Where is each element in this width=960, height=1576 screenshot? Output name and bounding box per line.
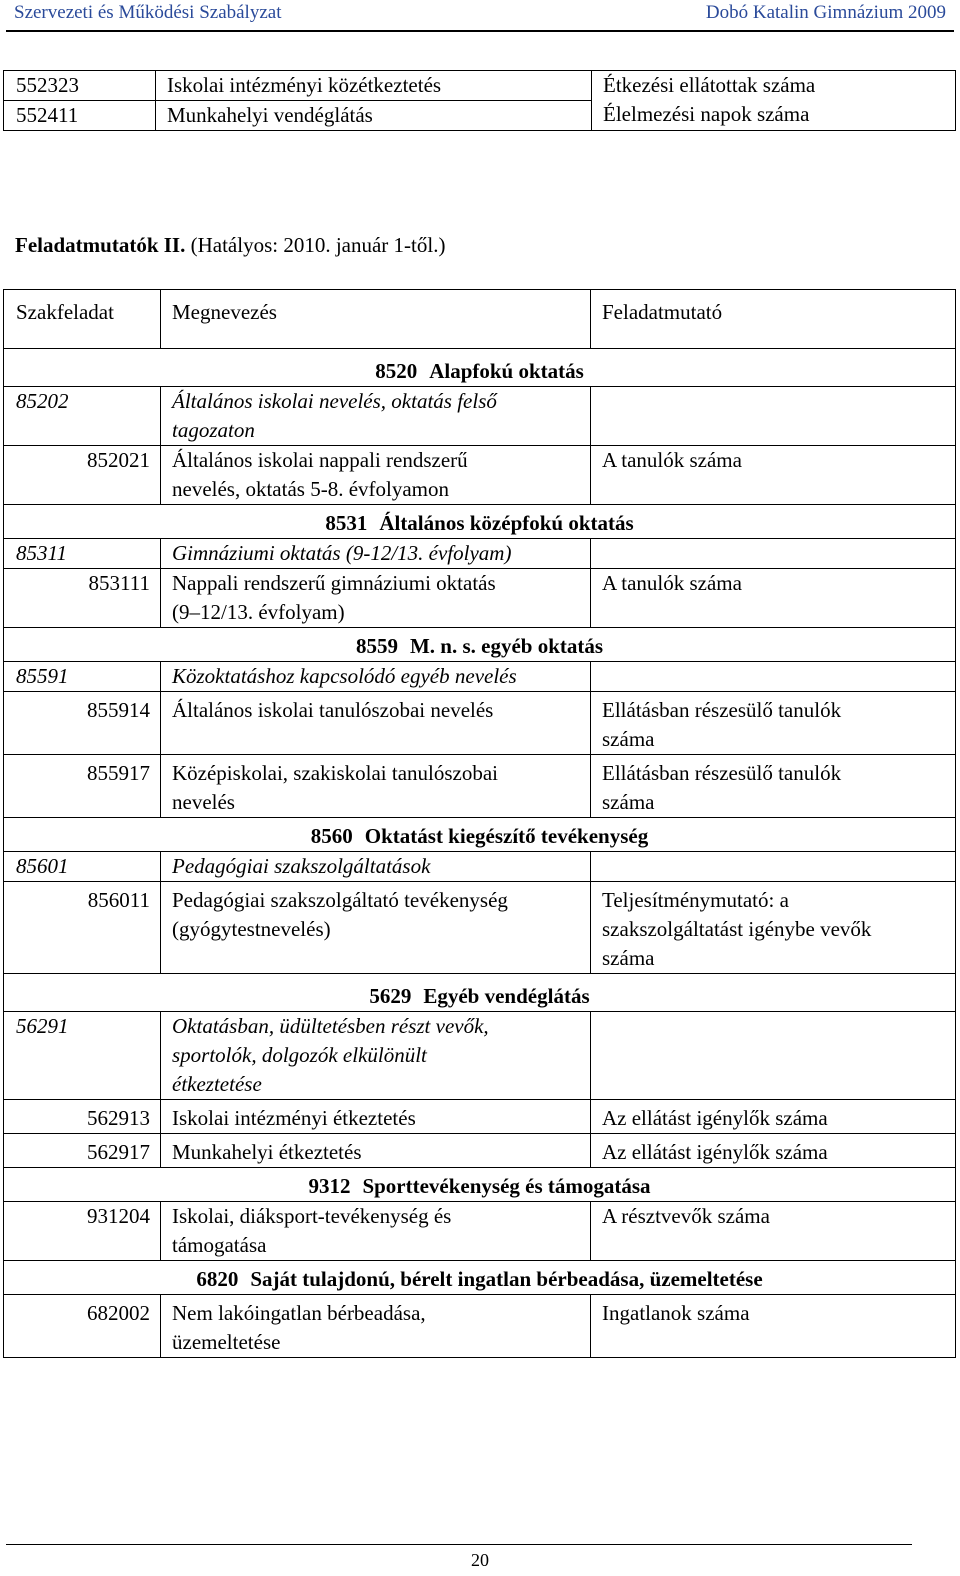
section-title xyxy=(15,230,445,260)
table-row xyxy=(4,387,956,446)
group-row xyxy=(4,1261,956,1295)
code-cell: 856011 xyxy=(4,882,161,974)
indicator-cell: Ingatlanok száma xyxy=(591,1295,956,1358)
name-cell: Gimnáziumi oktatás (9-12/13. évfolyam) xyxy=(161,539,591,569)
indicator-cell: A tanulók száma xyxy=(591,569,956,628)
table-row xyxy=(4,662,956,692)
code-cell: 853111 xyxy=(4,569,161,628)
group-heading-9312: 9312 Sporttevékenység és támogatása xyxy=(4,1168,956,1202)
code-cell: 85591 xyxy=(4,662,161,692)
header-left-title: Szervezeti és Működési Szabályzat xyxy=(14,2,282,23)
header-right-title: Dobó Katalin Gimnázium 2009 xyxy=(705,2,946,23)
table-row xyxy=(4,1295,956,1358)
table-row xyxy=(4,569,956,628)
name-cell: Munkahelyi étkeztetés xyxy=(161,1134,591,1168)
indicator-cell xyxy=(591,852,956,882)
column-header-name: Megnevezés xyxy=(161,290,591,349)
indicator-cell xyxy=(592,71,956,131)
indicator-cell xyxy=(591,1012,956,1100)
name-cell: Közoktatáshoz kapcsolódó egyéb nevelés xyxy=(161,662,591,692)
group-row xyxy=(4,628,956,662)
indicator-cell xyxy=(591,387,956,446)
group-row xyxy=(4,1168,956,1202)
code-cell: 85202 xyxy=(4,387,161,446)
page-header xyxy=(0,0,960,30)
name-cell: Pedagógiai szakszolgáltató tevékenység (gyógytestnevelés) xyxy=(161,882,591,974)
page-number: 20 xyxy=(471,1550,489,1570)
indicator-cell xyxy=(591,662,956,692)
indicator-table xyxy=(3,289,956,1358)
table-row xyxy=(4,882,956,974)
table-row xyxy=(4,71,956,101)
table-row xyxy=(4,446,956,505)
group-row xyxy=(4,974,956,1012)
table-row xyxy=(4,1202,956,1261)
indicator-line: Étkezési ellátottak száma xyxy=(603,73,816,97)
code-cell: 682002 xyxy=(4,1295,161,1358)
code-cell: 56291 xyxy=(4,1012,161,1100)
table-row xyxy=(4,1134,956,1168)
code-cell: 552411 xyxy=(4,101,156,131)
group-heading-6820: 6820 Saját tulajdonú, bérelt ingatlan bérbeadása, üzemeltetése xyxy=(4,1261,956,1295)
name-cell: Nem lakóingatlan bérbeadása, üzemeltetése xyxy=(161,1295,591,1358)
group-row xyxy=(4,818,956,852)
indicator-cell: A tanulók száma xyxy=(591,446,956,505)
indicator-line: Élelmezési napok száma xyxy=(603,102,810,126)
header-divider xyxy=(6,30,954,32)
table-row xyxy=(4,692,956,755)
group-heading-5629: 5629 Egyéb vendéglátás xyxy=(4,974,956,1012)
table-row xyxy=(4,755,956,818)
section-title-bold: Feladatmutatók II. xyxy=(15,233,186,257)
group-heading-8531: 8531 Általános középfokú oktatás xyxy=(4,505,956,539)
code-cell: 855917 xyxy=(4,755,161,818)
table-row xyxy=(4,852,956,882)
name-cell: Oktatásban, üdültetésben részt vevők, sportolók, dolgozók elkülönült étkeztetése xyxy=(161,1012,591,1100)
name-cell: Általános iskolai nevelés, oktatás felső tagozaton xyxy=(161,387,591,446)
code-cell: 562917 xyxy=(4,1134,161,1168)
indicator-cell: Ellátásban részesülő tanulók száma xyxy=(591,755,956,818)
name-cell: Középiskolai, szakiskolai tanulószobai nevelés xyxy=(161,755,591,818)
code-cell: 85601 xyxy=(4,852,161,882)
group-heading-8560: 8560 Oktatást kiegészítő tevékenység xyxy=(4,818,956,852)
column-header-code: Szakfeladat xyxy=(4,290,161,349)
group-heading-8520: 8520 Alapfokú oktatás xyxy=(4,349,956,387)
table-row xyxy=(4,1100,956,1134)
indicator-cell: Az ellátást igénylők száma xyxy=(591,1134,956,1168)
indicator-cell: Az ellátást igénylők száma xyxy=(591,1100,956,1134)
name-cell: Iskolai intézményi közétkeztetés xyxy=(156,71,592,101)
name-cell: Általános iskolai tanulószobai nevelés xyxy=(161,692,591,755)
code-cell: 931204 xyxy=(4,1202,161,1261)
indicator-cell xyxy=(591,539,956,569)
table-row xyxy=(4,539,956,569)
indicator-cell: Ellátásban részesülő tanulók száma xyxy=(591,692,956,755)
column-header-indicator: Feladatmutató xyxy=(591,290,956,349)
indicator-cell: Teljesítménymutató: a szakszolgáltatást igénybe vevők száma xyxy=(591,882,956,974)
name-cell: Munkahelyi vendéglátás xyxy=(156,101,592,131)
code-cell: 852021 xyxy=(4,446,161,505)
group-row xyxy=(4,505,956,539)
name-cell: Nappali rendszerű gimnáziumi oktatás (9–12/13. évfolyam) xyxy=(161,569,591,628)
name-cell: Iskolai intézményi étkeztetés xyxy=(161,1100,591,1134)
section-title-rest: (Hatályos: 2010. január 1-től.) xyxy=(185,233,446,257)
indicator-cell: A résztvevők száma xyxy=(591,1202,956,1261)
group-row xyxy=(4,349,956,387)
name-cell: Általános iskolai nappali rendszerű nevelés, oktatás 5-8. évfolyamon xyxy=(161,446,591,505)
footer-divider xyxy=(6,1544,912,1545)
code-cell: 562913 xyxy=(4,1100,161,1134)
name-cell: Pedagógiai szakszolgáltatások xyxy=(161,852,591,882)
code-cell: 85311 xyxy=(4,539,161,569)
code-cell: 855914 xyxy=(4,692,161,755)
name-cell: Iskolai, diáksport-tevékenység és támogatása xyxy=(161,1202,591,1261)
group-heading-8559: 8559 M. n. s. egyéb oktatás xyxy=(4,628,956,662)
header-row xyxy=(4,290,956,349)
table-row xyxy=(4,1012,956,1100)
code-cell: 552323 xyxy=(4,71,156,101)
top-table xyxy=(3,70,956,131)
